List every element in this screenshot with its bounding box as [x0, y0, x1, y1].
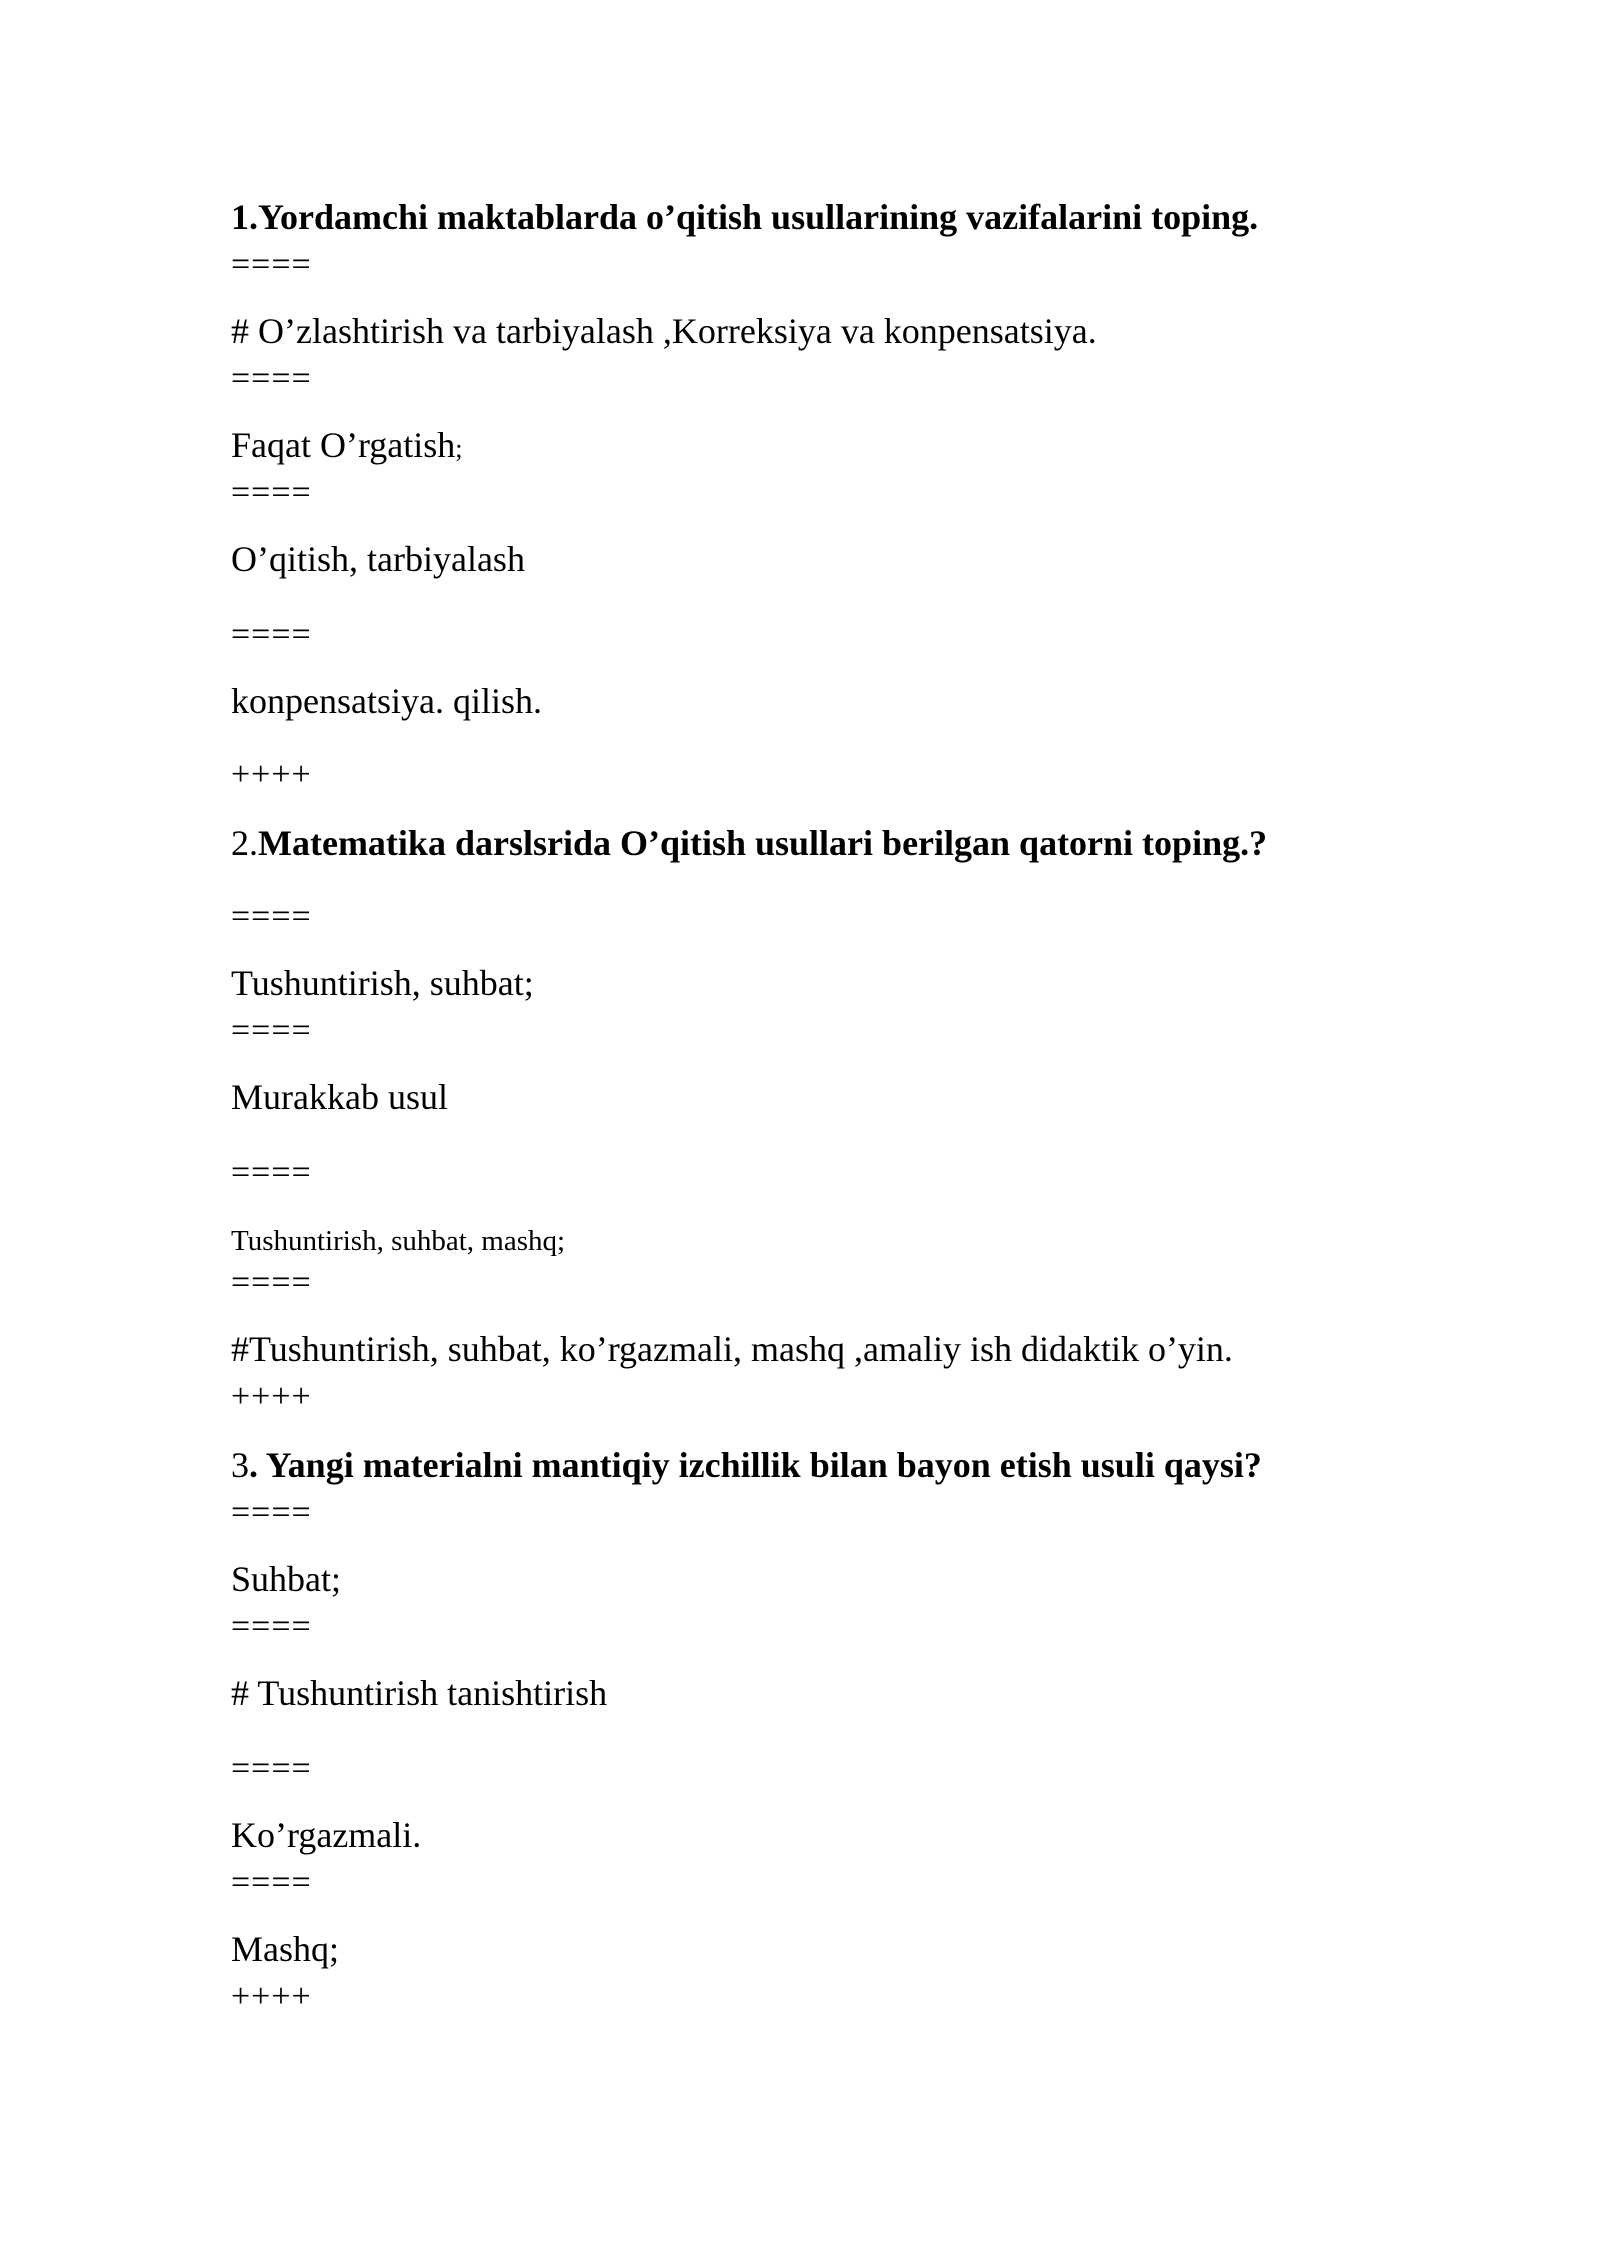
question-3-text: . Yangi materialni mantiqiy izchillik bilan bayon etish usuli qaysi?: [249, 1445, 1262, 1485]
question-1-number: 1.: [231, 197, 258, 237]
question-3-answer-2: # Tushuntirish tanishtirish: [231, 1673, 608, 1713]
question-2-text: Matematika darslsrida O’qitish usullari berilgan qatorni toping.?: [258, 823, 1268, 863]
option-separator: ====: [231, 1494, 312, 1531]
option-separator: ====: [231, 474, 312, 511]
question-1-answer-2-suffix: ;: [455, 434, 463, 463]
option-separator: ====: [231, 1012, 312, 1049]
question-2-number: 2.: [231, 823, 258, 863]
question-2: [231, 822, 1267, 864]
question-1-answer-3: O’qitish, tarbiyalash: [231, 539, 525, 579]
option-separator: ====: [231, 360, 312, 397]
option-separator: ====: [231, 1608, 312, 1645]
question-1-text: Yordamchi maktablarda o’qitish usullarining vazifalarini toping.: [258, 197, 1259, 237]
question-end-separator: ++++: [231, 1978, 312, 2015]
option-separator: ====: [231, 898, 312, 935]
question-2-answer-2: Murakkab usul: [231, 1077, 448, 1117]
option-separator: ====: [231, 246, 312, 283]
option-separator: ====: [231, 1750, 312, 1787]
question-1-answer-2: [231, 424, 463, 470]
question-1: [231, 196, 1258, 238]
question-3-answer-1: Suhbat;: [231, 1559, 342, 1599]
option-separator: ====: [231, 1154, 312, 1191]
question-3-answer-4: Mashq;: [231, 1929, 339, 1969]
option-separator: ====: [231, 616, 312, 653]
question-end-separator: ++++: [231, 1378, 312, 1415]
question-1-answer-4: konpensatsiya. qilish.: [231, 681, 542, 721]
question-3-answer-3: Ko’rgazmali.: [231, 1815, 422, 1855]
question-3-number: 3: [231, 1445, 249, 1485]
option-separator: ====: [231, 1264, 312, 1301]
question-2-answer-1: Tushuntirish, suhbat;: [231, 963, 534, 1003]
option-separator: ====: [231, 1864, 312, 1901]
question-1-answer-2-text: Faqat O’rgatish: [231, 425, 456, 465]
question-2-answer-4: #Tushuntirish, suhbat, ko’rgazmali, mashq ,amaliy ish didaktik o’yin.: [231, 1329, 1233, 1369]
question-3: [231, 1444, 1262, 1486]
question-1-answer-1: # O’zlashtirish va tarbiyalash ,Korreksiya va konpensatsiya.: [231, 311, 1097, 351]
question-2-answer-3: Tushuntirish, suhbat, mashq;: [231, 1225, 566, 1257]
question-end-separator: ++++: [231, 756, 312, 793]
